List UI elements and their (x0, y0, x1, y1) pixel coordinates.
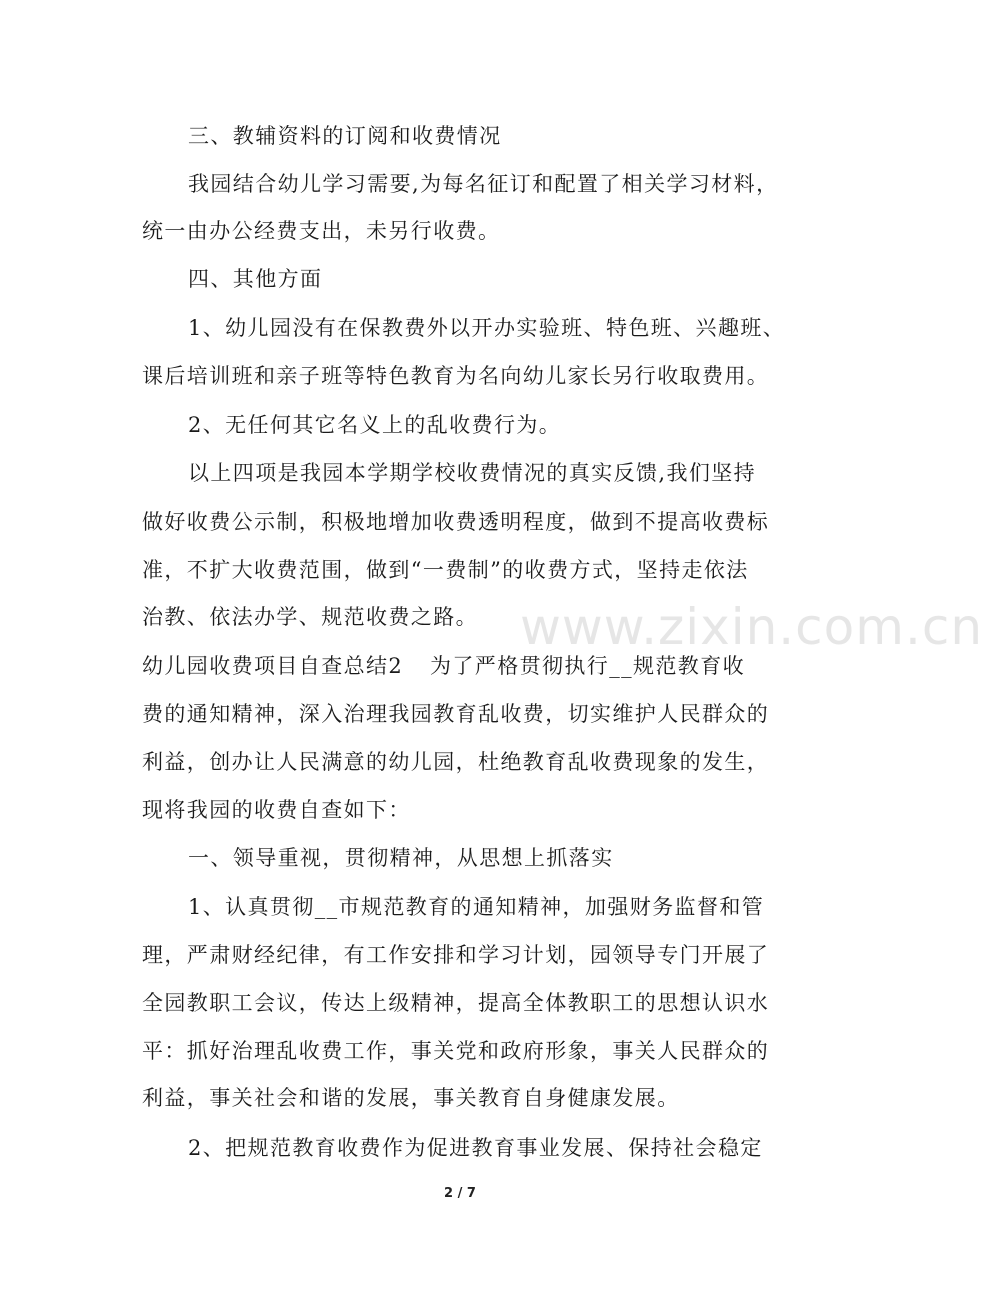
article-title: 幼儿园收费项目自查总结2 (142, 654, 404, 678)
paragraph-line (0, 646, 920, 686)
paragraph-line (0, 742, 920, 782)
paragraph-line (0, 790, 920, 830)
paragraph-line (0, 164, 920, 204)
text-line: 做好收费公示制，积极地增加收费透明程度，做到不提高收费标 (142, 510, 770, 534)
paragraph-line (0, 550, 920, 590)
text-line: 1、幼儿园没有在保教费外以开办实验班、特色班、兴趣班、 (188, 316, 786, 340)
section-heading (0, 116, 920, 156)
paragraph-line (0, 1031, 920, 1071)
paragraph-line (0, 1128, 920, 1168)
text-line: 课后培训班和亲子班等特色教育为名向幼儿家长另行收取费用。 (142, 364, 770, 388)
paragraph-line (0, 694, 920, 734)
paragraph-line (0, 1078, 920, 1118)
text-line: 1、认真贯彻__市规范教育的通知精神，加强财务监督和管 (188, 895, 765, 919)
paragraph-line (0, 356, 920, 396)
section-heading (0, 259, 920, 299)
text-line: 准，不扩大收费范围，做到“一费制”的收费方式，坚持走依法 (142, 558, 749, 582)
paragraph-line (0, 887, 920, 927)
text-line: 全园教职工会议，传达上级精神，提高全体教职工的思想认识水 (142, 991, 770, 1015)
text-line: 以上四项是我园本学期学校收费情况的真实反馈,我们坚持 (188, 461, 757, 485)
paragraph-line (0, 453, 920, 493)
watermark: www.zixin.com.cn (520, 598, 983, 656)
text-line: 四、其他方面 (188, 267, 323, 291)
section-heading (0, 838, 920, 878)
text-line: 2、无任何其它名义上的乱收费行为。 (188, 413, 562, 437)
text-line: 理，严肃财经纪律，有工作安排和学习计划，园领导专门开展了 (142, 943, 770, 967)
text-line: 平：抓好治理乱收费工作，事关党和政府形象，事关人民群众的 (142, 1039, 770, 1063)
text-line: 2、把规范教育收费作为促进教育事业发展、保持社会稳定 (188, 1136, 763, 1160)
text-line: 治教、依法办学、规范收费之路。 (142, 605, 478, 629)
text-line: 利益，事关社会和谐的发展，事关教育自身健康发展。 (142, 1086, 680, 1110)
text-line: 我园结合幼儿学习需要,为每名征订和配置了相关学习材料， (188, 172, 779, 196)
paragraph-line (0, 935, 920, 975)
paragraph-line (0, 597, 920, 637)
paragraph-line (0, 308, 920, 348)
paragraph-line (0, 983, 920, 1023)
text-line: 统一由办公经费支出，未另行收费。 (142, 219, 501, 243)
paragraph-line (0, 405, 920, 445)
text-line: 三、教辅资料的订阅和收费情况 (188, 124, 502, 148)
text-line: 费的通知精神，深入治理我园教育乱收费，切实维护人民群众的 (142, 702, 770, 726)
page-number: 2 / 7 (444, 1186, 476, 1201)
text-line: 为了严格贯彻执行__规范教育收 (430, 654, 745, 678)
paragraph-line (0, 502, 920, 542)
paragraph-line (0, 211, 920, 251)
text-line: 一、领导重视，贯彻精神，从思想上抓落实 (188, 846, 614, 870)
text-line: 现将我园的收费自查如下： (142, 798, 411, 822)
text-line: 利益，创办让人民满意的幼儿园，杜绝教育乱收费现象的发生， (142, 750, 770, 774)
